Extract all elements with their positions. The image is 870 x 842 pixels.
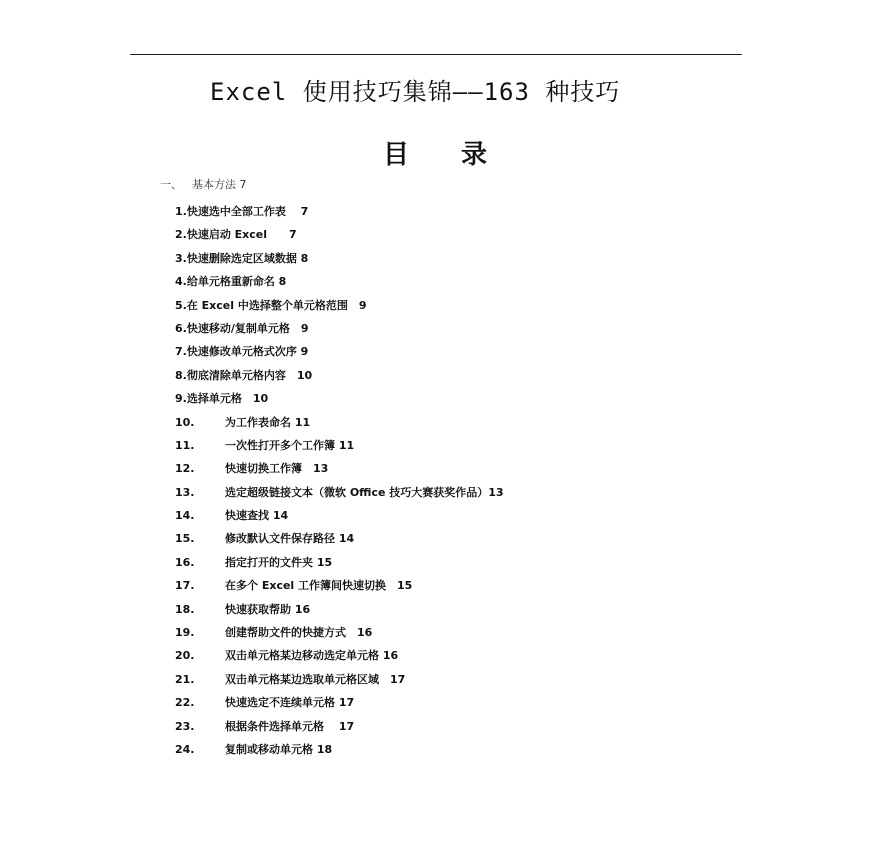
toc-item-number: 18. (175, 602, 195, 616)
toc-item-text: 给单元格重新命名 8 (186, 275, 287, 289)
toc-item[interactable] (175, 715, 504, 738)
toc-heading (0, 134, 870, 171)
toc-list (175, 200, 504, 761)
toc-item[interactable] (175, 434, 504, 457)
toc-item[interactable] (175, 457, 504, 480)
toc-item[interactable] (175, 504, 504, 527)
toc-item-text: 快速查找 14 (225, 509, 289, 523)
toc-item-number: 5. (175, 298, 187, 312)
toc-item-text: 双击单元格某边选取单元格区域 17 (225, 672, 406, 686)
toc-heading-right: 录 (461, 140, 488, 170)
toc-item-number: 15. (175, 532, 195, 546)
toc-item-text: 快速修改单元格式次序 9 (186, 345, 309, 359)
toc-item[interactable] (175, 317, 504, 340)
toc-item-text: 创建帮助文件的快捷方式 16 (225, 626, 373, 640)
toc-item-number: 13. (175, 485, 195, 499)
toc-item-number: 1. (175, 205, 187, 218)
toc-item[interactable] (175, 574, 504, 597)
header-rule (130, 54, 742, 55)
toc-item-number: 23. (175, 719, 195, 733)
toc-item-text: 在 Excel 中选择整个单元格范围 9 (186, 298, 367, 312)
toc-item-number: 7. (175, 345, 187, 359)
toc-item[interactable] (175, 247, 504, 270)
toc-item[interactable] (175, 621, 504, 644)
toc-item-text: 快速选定不连续单元格 17 (225, 696, 355, 710)
toc-item-text: 在多个 Excel 工作簿间快速切换 15 (225, 579, 413, 593)
toc-item[interactable] (175, 387, 504, 410)
toc-heading-left: 目 (382, 140, 409, 170)
toc-item-number: 9. (175, 392, 187, 406)
toc-item-text: 快速切换工作簿 13 (225, 462, 329, 476)
toc-item-text: 一次性打开多个工作簿 11 (225, 438, 355, 452)
toc-item-number: 22. (175, 696, 195, 710)
toc-item-text: 快速移动/复制单元格 9 (186, 321, 309, 335)
toc-item-number: 4. (175, 275, 187, 289)
toc-item[interactable] (175, 527, 504, 550)
toc-item-number: 17. (175, 579, 195, 593)
toc-item-text: 彻底清除单元格内容 10 (186, 368, 313, 382)
toc-item[interactable] (175, 200, 504, 223)
toc-item-text: 双击单元格某边移动选定单元格 16 (225, 649, 399, 663)
toc-item-number: 3. (175, 251, 187, 265)
toc-item-number: 8. (175, 368, 187, 382)
toc-item-number: 12. (175, 462, 195, 476)
toc-item-text: 指定打开的文件夹 15 (225, 555, 333, 569)
toc-item-text: 快速选中全部工作表 7 (186, 205, 309, 218)
section-heading (160, 176, 247, 192)
toc-item-text: 快速删除选定区域数据 8 (186, 251, 309, 265)
toc-item-number: 2. (175, 228, 187, 242)
toc-item[interactable] (175, 411, 504, 434)
toc-item[interactable] (175, 644, 504, 667)
toc-item[interactable] (175, 340, 504, 363)
document-title: Excel 使用技巧集锦——163 种技巧 (210, 78, 621, 106)
toc-item[interactable] (175, 598, 504, 621)
toc-item-number: 19. (175, 626, 195, 640)
toc-item[interactable] (175, 223, 504, 246)
toc-item-number: 20. (175, 649, 195, 663)
toc-item[interactable] (175, 270, 504, 293)
toc-item-text: 根据条件选择单元格 17 (225, 719, 355, 733)
toc-item-number: 11. (175, 438, 195, 452)
toc-item[interactable] (175, 668, 504, 691)
toc-item[interactable] (175, 481, 504, 504)
section-label: 基本方法 7 (192, 178, 247, 191)
toc-item-text: 快速获取帮助 16 (225, 602, 311, 616)
toc-item[interactable] (175, 364, 504, 387)
toc-item-text: 选择单元格 10 (186, 392, 269, 406)
toc-item-text: 复制或移动单元格 18 (225, 742, 333, 756)
toc-item[interactable] (175, 294, 504, 317)
toc-item[interactable] (175, 551, 504, 574)
section-number: 一、 (160, 178, 182, 191)
toc-item-number: 10. (175, 415, 195, 429)
toc-item-number: 6. (175, 321, 187, 335)
toc-item[interactable] (175, 738, 504, 761)
toc-item-text: 修改默认文件保存路径 14 (225, 532, 355, 546)
toc-item-number: 21. (175, 672, 195, 686)
toc-item-text: 为工作表命名 11 (225, 415, 311, 429)
toc-item-text: 选定超级链接文本（微软 Office 技巧大赛获奖作品）13 (225, 485, 504, 499)
toc-item-number: 14. (175, 509, 195, 523)
toc-item[interactable] (175, 691, 504, 714)
toc-item-text: 快速启动 Excel 7 (186, 228, 297, 242)
toc-item-number: 24. (175, 742, 195, 756)
toc-item-number: 16. (175, 555, 195, 569)
